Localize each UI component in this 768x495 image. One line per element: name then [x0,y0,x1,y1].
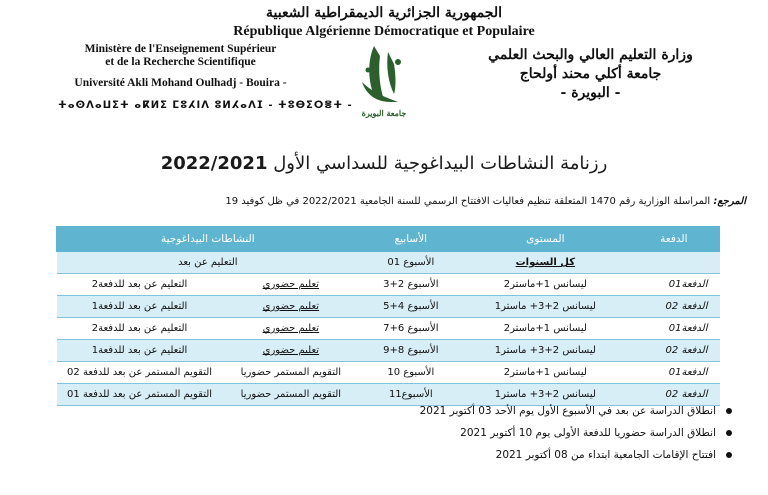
note-text: افتتاح الإقامات الجامعية ابتداء من 08 أكتوبر 2021 [495,449,716,461]
french-institution-block [58,43,353,112]
note-text: انطلاق الدراسة عن بعد في الأسبوع الأول يوم الأحد 03 أكتوبر 2021 [419,405,716,417]
cell-activity-2: التقويم المستمر عن بعد للدفعة 02 [57,362,223,384]
cell-group: الدفعة01 [628,362,719,384]
bullet-icon [726,452,732,458]
cell-activity-2: التعليم عن بعد للدفعة1 [57,296,223,318]
header-activities: النشاطات البيداغوجية [57,227,360,252]
document-title [0,153,768,174]
reference-label: المرجع: [713,196,746,207]
french-republic-title: République Algérienne Démocratique et Populaire [233,24,535,39]
cell-level: ليسانس 2+3+ ماستر1 [462,296,628,318]
ar-university: جامعة أكلي محند أولحاج [519,66,662,82]
cell-level: ليسانس 2+3+ ماستر1 [462,340,628,362]
header-level: المستوى [462,227,628,252]
table-row [57,274,720,296]
cell-week: الأسبوع 4+5 [359,296,462,318]
table-row [57,340,720,362]
cell-group: الدفعة 02 [628,296,719,318]
header-weeks: الأسابيع [359,227,462,252]
title-year: 2022/2021 [160,153,268,174]
cell-activity-1: تعليم حضوري [223,296,360,318]
bullet-icon [726,430,732,436]
header-group: الدفعة [628,227,719,252]
cell-activity-1: تعليم حضوري [223,318,360,340]
cell-activity-2: التقويم المستمر عن بعد للدفعة 01 [57,384,223,406]
fr-ministry-line1: Ministère de l'Enseignement Supérieur [84,43,277,55]
cell-group: الدفعة01 [628,318,719,340]
notes-list [420,400,732,466]
cell-week: الأسبوع 01 [359,252,462,274]
university-logo-icon [344,38,424,118]
cell-activity-1: تعليم حضوري [223,274,360,296]
fr-university: Université Akli Mohand Oulhadj - Bouira - [74,77,287,89]
cell-activity-2: التعليم عن بعد للدفعة2 [57,274,223,296]
cell-week: الأسبوع 2+3 [359,274,462,296]
cell-level: ليسانس 1+ماستر2 [462,274,628,296]
logo-caption: جامعة البويرة [361,108,407,118]
reference-line [225,196,746,207]
cell-activity-2: التعليم عن بعد للدفعة1 [57,340,223,362]
table-row [57,296,720,318]
cell-level: ليسانس 1+ماستر2 [462,318,628,340]
table-row [57,318,720,340]
cell-group: الدفعة01 [628,274,719,296]
note-text: انطلاق الدراسة حضوريا للدفعة الأولى يوم 10 أكتوبر 2021 [460,427,716,439]
table-row [57,362,720,384]
cell-level: ليسانس 2+3+ ماستر1 [462,384,628,406]
table-header-row [57,227,720,252]
cell-activity-1: التقويم المستمر حضوريا [223,362,360,384]
schedule-table [56,226,720,406]
fr-ministry-line2: et de la Recherche Scientifique [105,56,256,68]
cell-all-years: كل السنوات [462,252,628,274]
table-row [57,252,720,274]
title-text: رزنامة النشاطات البيداغوجية للسداسي الأول [273,153,608,174]
cell-level: ليسانس 1+ماستر2 [462,362,628,384]
arabic-institution-block [468,46,713,103]
tifinagh-university: ⵜⴰⵙⴷⴰⵡⵉⵜ ⴰⴽⵍⵉ ⵎⵓⵃⵏⴷ ⵓⵍⵃⴰⴷⵊ - ⵜⵓⴱⵉⵔⴻⵜ - [58,100,353,111]
bullet-icon [726,408,732,414]
reference-text: المراسلة الوزارية رقم 1470 المتعلقة تنظيم فعاليات الافتتاح الرسمي للسنة الجامعية 2022/2021 في ظل كوفيد 19 [225,196,711,207]
cell-week: الأسبوع11 [359,384,462,406]
cell-activity: التعليم عن بعد [57,252,360,274]
cell-week: الأسبوع 6+7 [359,318,462,340]
ar-ministry: وزارة التعليم العالي والبحث العلمي [488,47,693,63]
ar-city: - البويرة - [560,85,621,101]
cell-group: الدفعة 02 [628,384,719,406]
arabic-republic-title: الجمهورية الجزائرية الديمقراطية الشعبية [265,5,502,21]
list-item [420,422,732,444]
cell-activity-2: التعليم عن بعد للدفعة2 [57,318,223,340]
list-item [420,444,732,466]
cell-week: الأسبوع 10 [359,362,462,384]
cell-activity-1: التقويم المستمر حضوريا [223,384,360,406]
cell-group: الدفعة 02 [628,340,719,362]
list-item [420,400,732,422]
cell-activity-1: تعليم حضوري [223,340,360,362]
cell-week: الأسبوع 8+9 [359,340,462,362]
